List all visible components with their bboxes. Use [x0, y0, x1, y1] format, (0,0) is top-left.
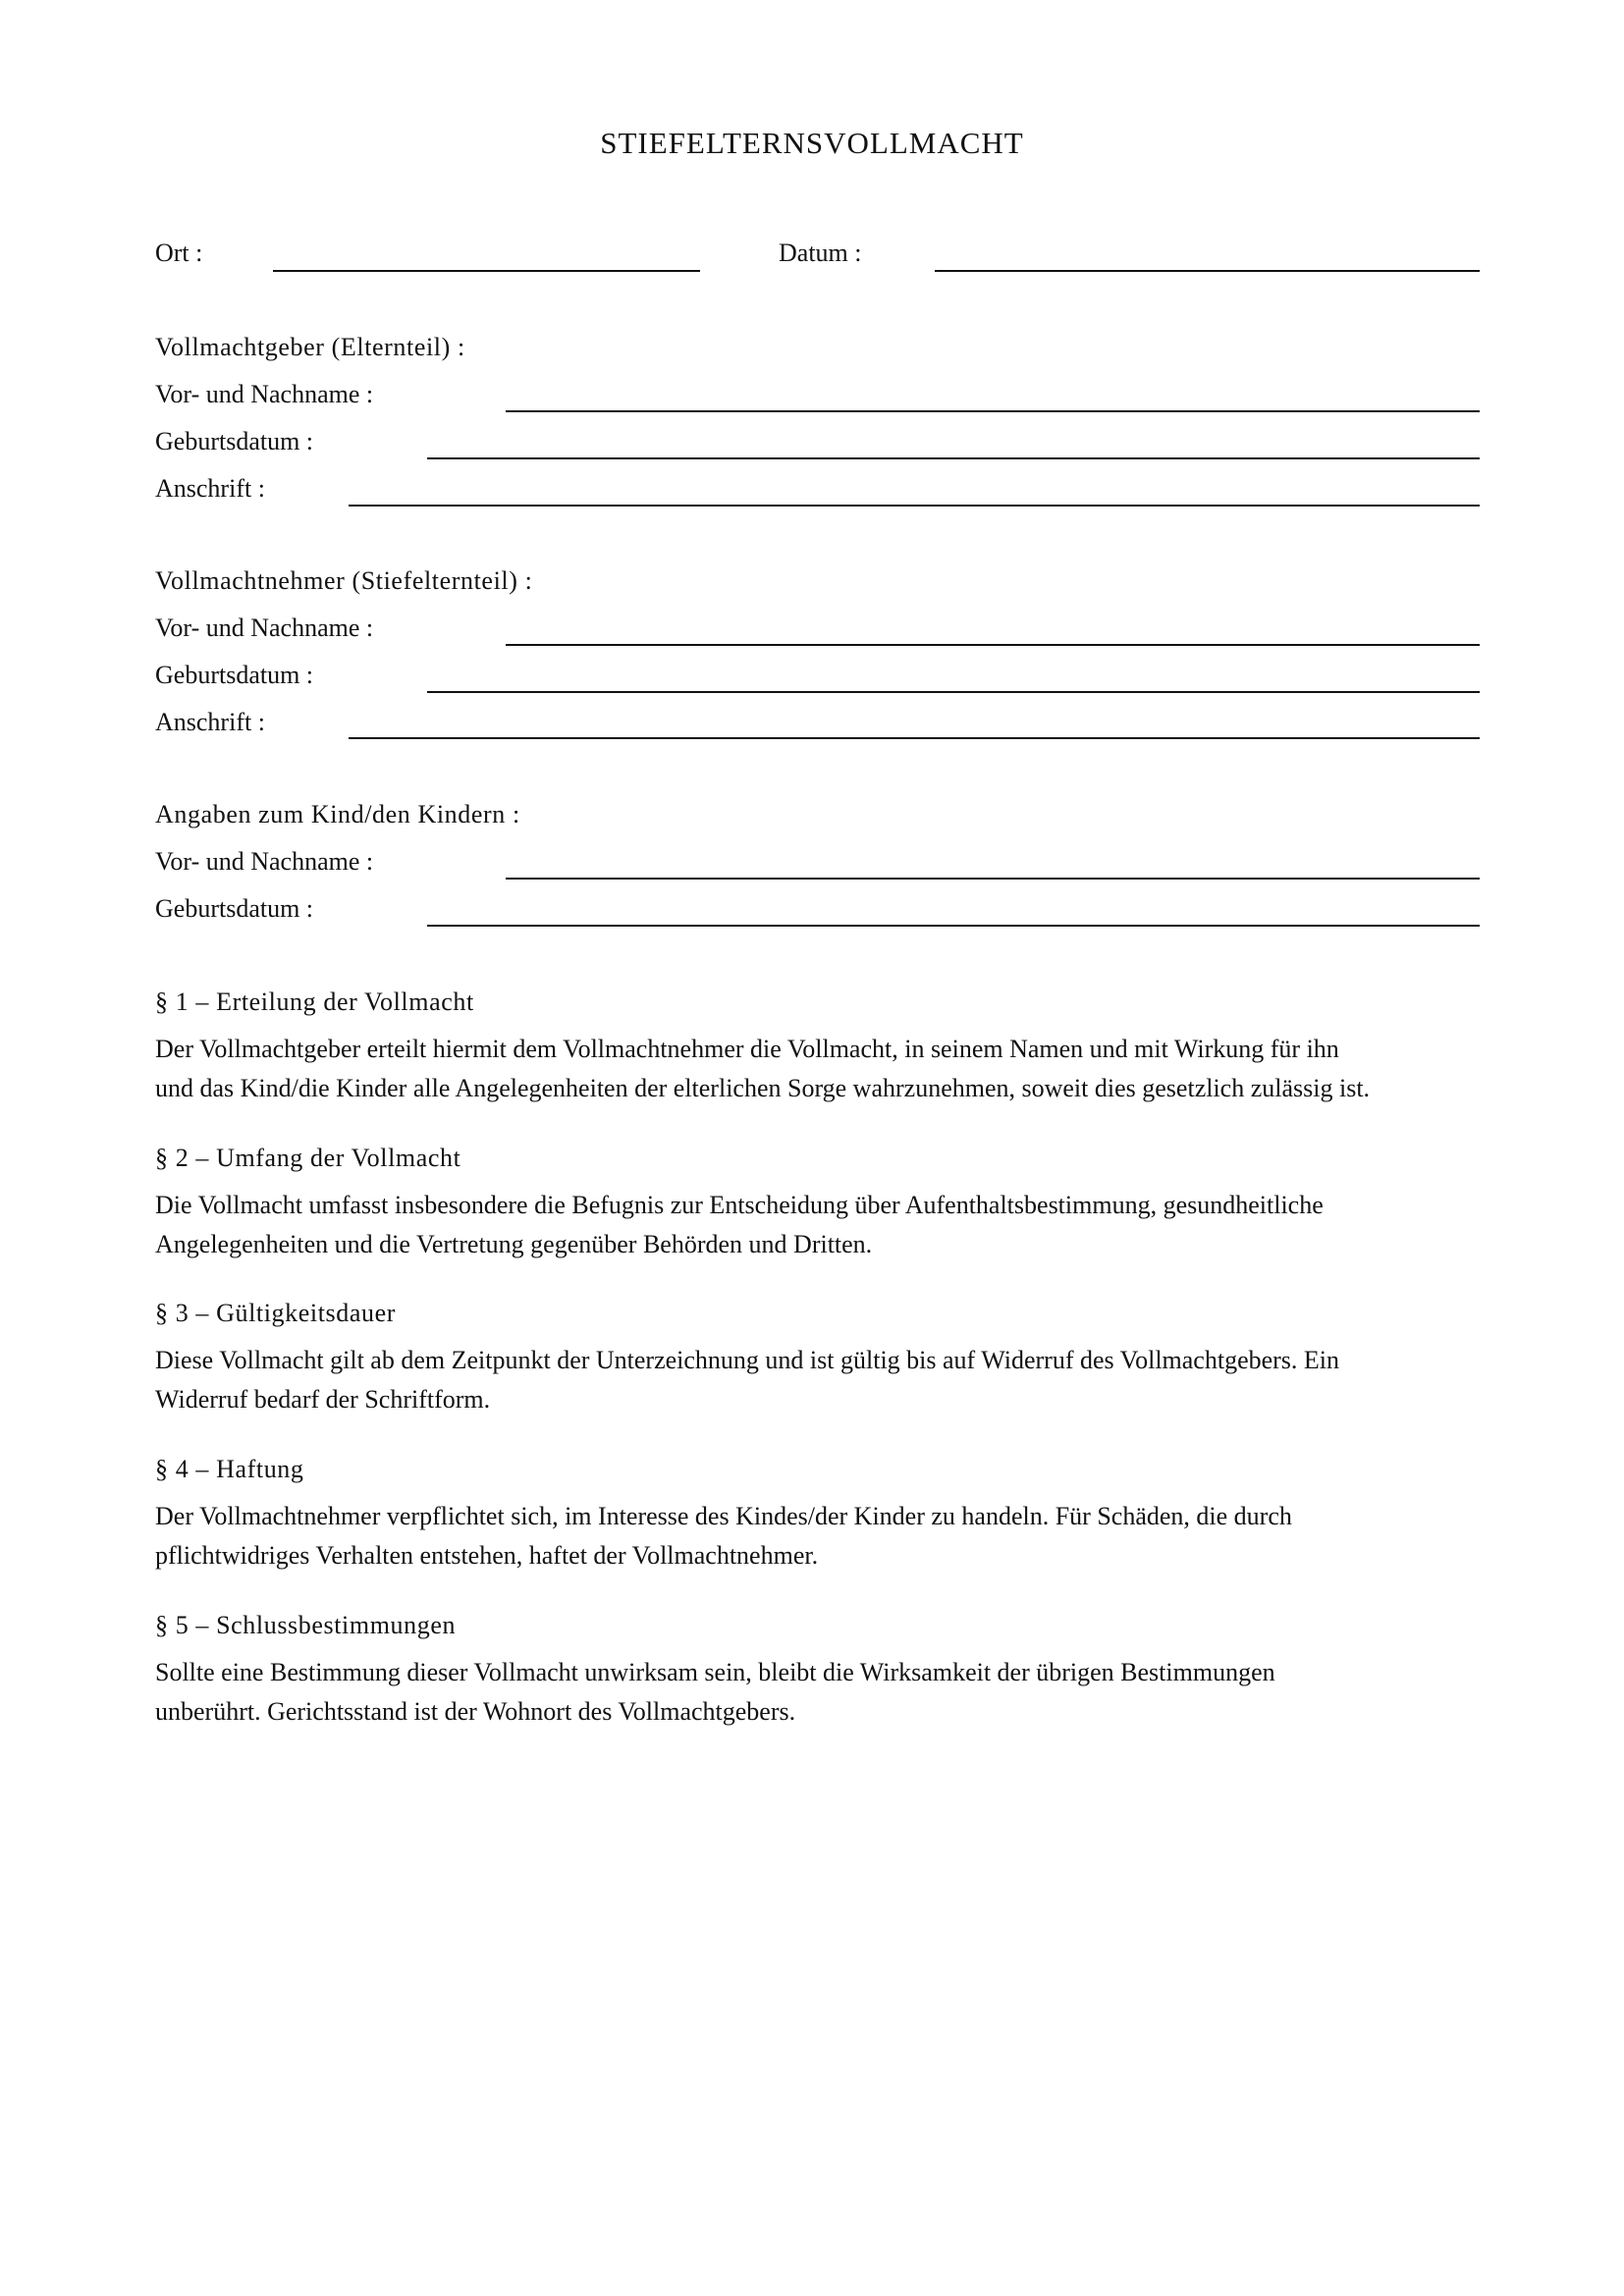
- kinder-name-label: Vor- und Nachname :: [155, 847, 374, 876]
- kinder-heading: Angaben zum Kind/den Kindern :: [155, 800, 520, 828]
- vollmachtnehmer-name-line[interactable]: [506, 644, 1480, 646]
- ort-input-line[interactable]: [273, 270, 700, 272]
- vollmachtnehmer-name-label: Vor- und Nachname :: [155, 614, 374, 642]
- section-5-heading: § 5 – Schlussbestimmungen: [155, 1611, 457, 1639]
- kinder-birth-line[interactable]: [427, 925, 1480, 927]
- vollmachtgeber-birth-line[interactable]: [427, 457, 1480, 459]
- document-title: STIEFELTERNSVOLLMACHT: [600, 126, 1024, 160]
- section-5-text: [155, 1653, 1490, 1732]
- vollmachtgeber-name-label: Vor- und Nachname :: [155, 380, 374, 408]
- vollmachtgeber-birth-label: Geburtsdatum :: [155, 427, 314, 455]
- kinder-birth-label: Geburtsdatum :: [155, 894, 314, 923]
- section-1-text: [155, 1030, 1490, 1108]
- section-5-line-2: unberührt. Gerichtsstand ist der Wohnort des Vollmachtgebers.: [155, 1697, 796, 1726]
- datum-label: Datum :: [779, 239, 862, 267]
- section-2-line-1: Die Vollmacht umfasst insbesondere die Befugnis zur Entscheidung über Aufenthaltsbestimmung, gesundheitliche: [155, 1191, 1324, 1219]
- datum-input-line[interactable]: [935, 270, 1480, 272]
- section-1-heading: § 1 – Erteilung der Vollmacht: [155, 988, 474, 1016]
- section-2-line-2: Angelegenheiten und die Vertretung gegenüber Behörden und Dritten.: [155, 1230, 873, 1258]
- section-5-line-1: Sollte eine Bestimmung dieser Vollmacht unwirksam sein, bleibt die Wirksamkeit der übrigen Bestimmungen: [155, 1658, 1275, 1686]
- section-3-text: [155, 1341, 1490, 1419]
- section-4-line-1: Der Vollmachtnehmer verpflichtet sich, im Interesse des Kindes/der Kinder zu handeln. Für Schäden, die durch: [155, 1502, 1292, 1530]
- section-3-line-2: Widerruf bedarf der Schriftform.: [155, 1385, 491, 1414]
- vollmachtnehmer-address-label: Anschrift :: [155, 708, 265, 736]
- vollmachtnehmer-birth-line[interactable]: [427, 691, 1480, 693]
- section-3-line-1: Diese Vollmacht gilt ab dem Zeitpunkt der Unterzeichnung und ist gültig bis auf Widerruf des Vollmachtgebers. Ein: [155, 1346, 1340, 1374]
- section-4-text: [155, 1497, 1490, 1575]
- vollmachtnehmer-address-line[interactable]: [349, 737, 1480, 739]
- vollmachtgeber-address-label: Anschrift :: [155, 474, 265, 503]
- section-4-line-2: pflichtwidriges Verhalten entstehen, haftet der Vollmachtnehmer.: [155, 1541, 819, 1570]
- section-1-line-2: und das Kind/die Kinder alle Angelegenheiten der elterlichen Sorge wahrzunehmen, soweit dies gesetzlich zulässig ist.: [155, 1074, 1371, 1102]
- vollmachtgeber-address-line[interactable]: [349, 505, 1480, 507]
- vollmachtgeber-heading: Vollmachtgeber (Elternteil) :: [155, 333, 465, 361]
- vollmachtgeber-name-line[interactable]: [506, 410, 1480, 412]
- section-3-heading: § 3 – Gültigkeitsdauer: [155, 1299, 396, 1327]
- section-2-heading: § 2 – Umfang der Vollmacht: [155, 1144, 461, 1172]
- section-2-text: [155, 1186, 1490, 1264]
- section-4-heading: § 4 – Haftung: [155, 1455, 304, 1483]
- ort-label: Ort :: [155, 239, 203, 267]
- section-1-line-1: Der Vollmachtgeber erteilt hiermit dem Vollmachtnehmer die Vollmacht, in seinem Namen und mit Wirkung für ihn: [155, 1035, 1339, 1063]
- kinder-name-line[interactable]: [506, 878, 1480, 880]
- vollmachtnehmer-birth-label: Geburtsdatum :: [155, 661, 314, 689]
- vollmachtnehmer-heading: Vollmachtnehmer (Stiefelternteil) :: [155, 566, 533, 595]
